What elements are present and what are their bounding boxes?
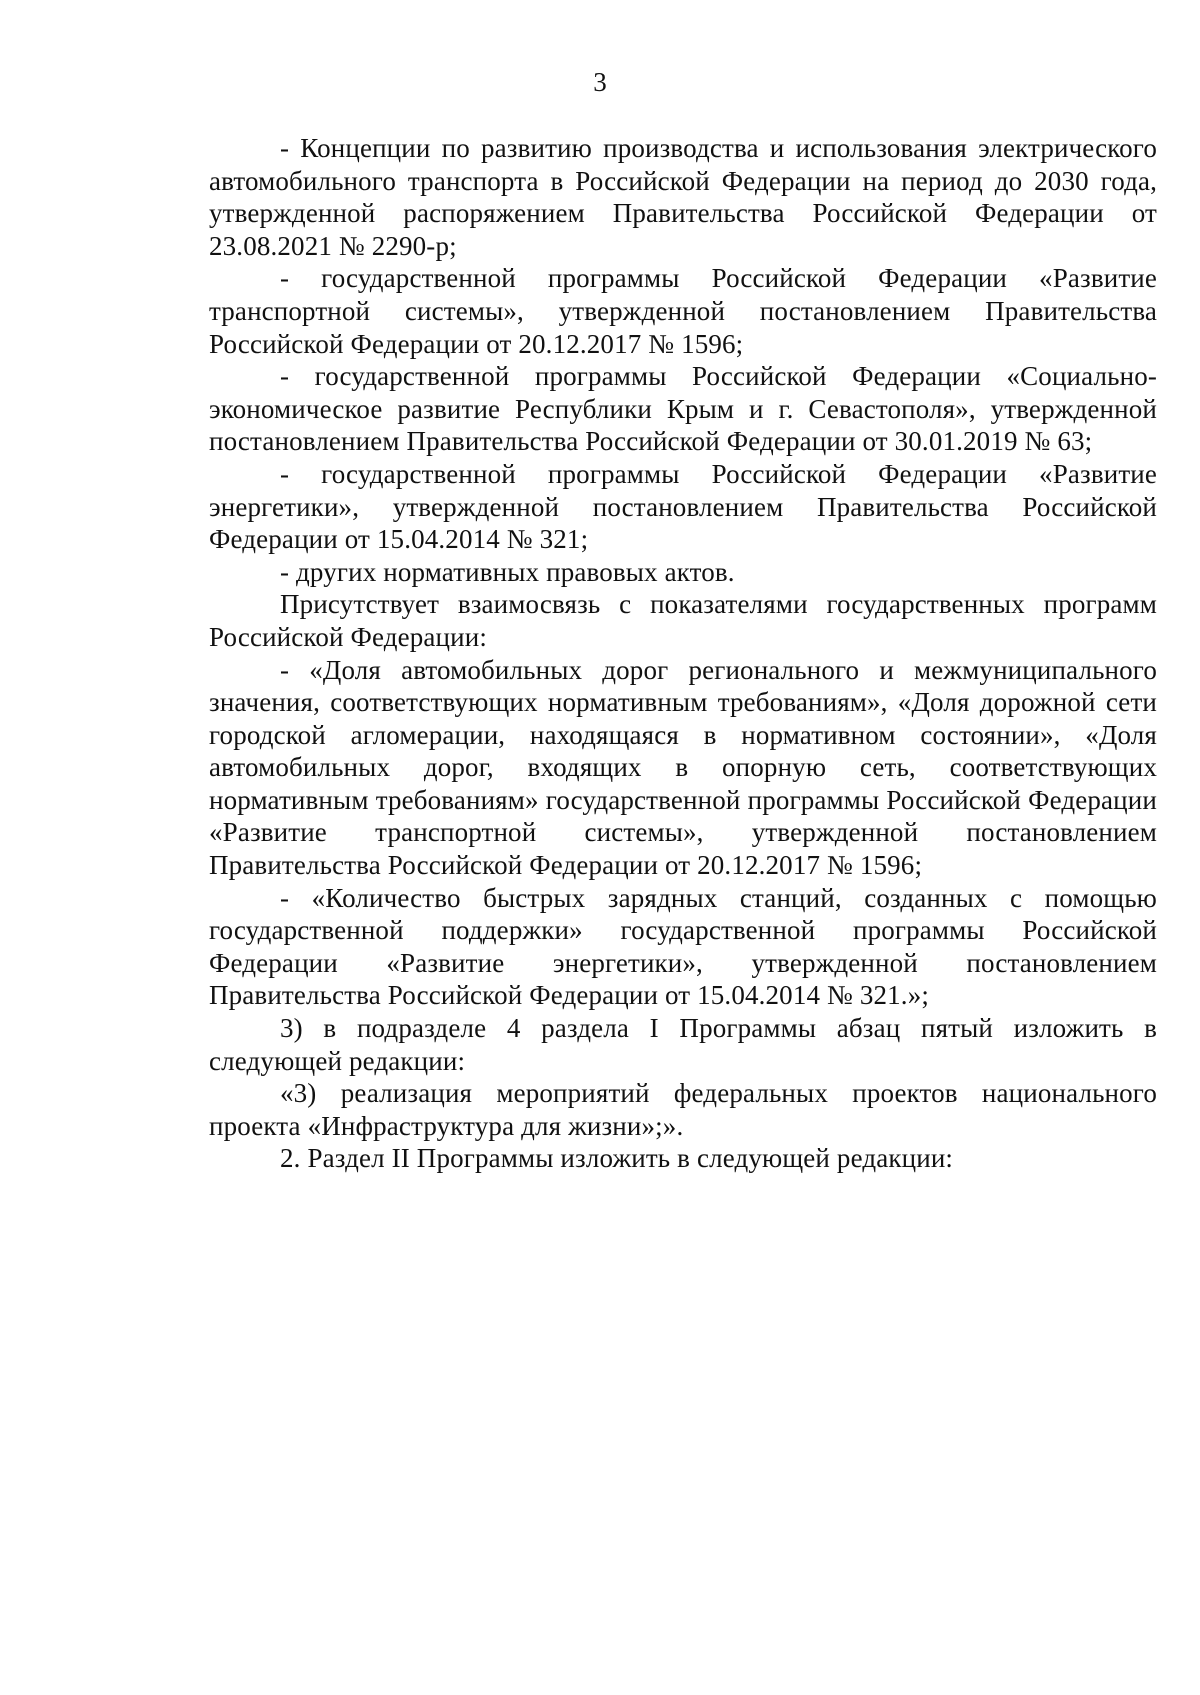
page-number: 3: [593, 67, 607, 97]
paragraph-road-indicators: - «Доля автомобильных дорог регионального и межмуниципального значения, соответствующих нормативным требованиям», «Доля дорожной сети городской агломерации, находящаяся в нормативном состоянии», «Доля автомобильных дорог, входящих в опорную сеть, соответствующих нормативным требованиям» государственной программы Российской Федерации «Развитие транспортной системы», утвержденной постановлением Правительства Российской Федерации от 20.12.2017 № 1596;: [209, 654, 1157, 881]
paragraph-section-2-amendment: 2. Раздел II Программы изложить в следующей редакции:: [280, 1143, 954, 1174]
paragraph-indicators-intro: Присутствует взаимосвязь с показателями государственных программ Российской Федерации:: [209, 589, 1157, 652]
paragraph-other-acts: - других нормативных правовых актов.: [280, 556, 735, 587]
paragraph-subsection-4-amendment: 3) в подразделе 4 раздела I Программы абзац пятый изложить в следующей редакции:: [209, 1013, 1157, 1076]
document-body: [209, 132, 1157, 1175]
paragraph-concept-electric-transport: - Концепции по развитию производства и использования электрического автомобильного транспорта в Российской Федерации на период до 2030 года, утвержденной распоряжением Правительства Российской Федерации от 23.08.2021 № 2290-р;: [209, 133, 1157, 261]
paragraph-program-transport-system: - государственной программы Российской Федерации «Развитие транспортной системы», утвержденной постановлением Правительства Российской Федерации от 20.12.2017 № 1596;: [209, 263, 1157, 359]
paragraph-program-crimea-sevastopol: - государственной программы Российской Федерации «Социально-экономическое развитие Республики Крым и г. Севастополя», утвержденной постановлением Правительства Российской Федерации от 30.01.2019 № 63;: [209, 361, 1157, 457]
paragraph-charging-stations: - «Количество быстрых зарядных станций, созданных с помощью государственной поддержки» государственной программы Российской Федерации «Развитие энергетики», утвержденной постановлением Правительства Российской Федерации от 15.04.2014 № 321.»;: [209, 882, 1157, 1011]
paragraph-program-energy: - государственной программы Российской Федерации «Развитие энергетики», утвержденной постановлением Правительства Российской Федерации от 15.04.2014 № 321;: [209, 458, 1157, 555]
paragraph-national-project: «3) реализация мероприятий федеральных проектов национального проекта «Инфраструктура для жизни»;».: [209, 1078, 1157, 1141]
